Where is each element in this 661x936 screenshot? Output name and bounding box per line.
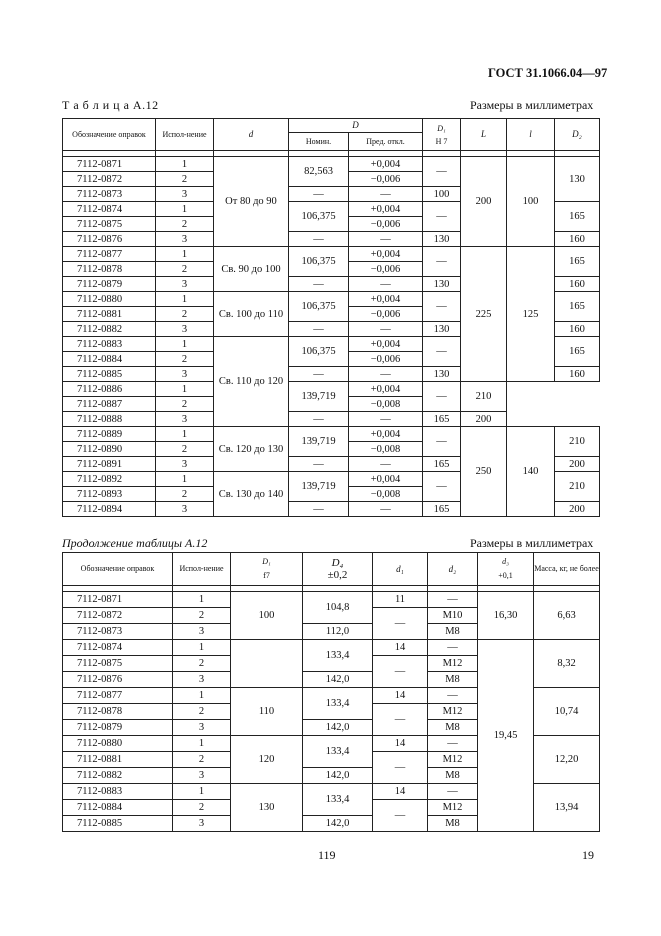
col-version-header: Испол-нение: [173, 553, 231, 586]
D-nom-cell: —: [289, 502, 349, 517]
d1-cell: 14: [373, 640, 428, 656]
designation-cell: 7112-0871: [63, 157, 156, 172]
table1-caption: Т а б л и ц а А.12: [62, 98, 159, 112]
version-cell: 2: [173, 656, 231, 672]
designation-cell: 7112-0883: [63, 784, 173, 800]
mass-cell: 12,20: [534, 736, 600, 784]
d3-cell: 16,30: [478, 592, 534, 640]
D1-cell: [231, 640, 303, 688]
designation-cell: 7112-0892: [63, 472, 156, 487]
col-designation-header: Обозначение оправок: [63, 119, 156, 151]
version-cell: 3: [173, 624, 231, 640]
D-tol-upper-cell: +0,004: [349, 427, 423, 442]
version-cell: 1: [156, 202, 214, 217]
designation-cell: 7112-0883: [63, 337, 156, 352]
d2-cell: M12: [428, 704, 478, 720]
D1-cell: 110: [231, 688, 303, 736]
D2-cell: 160: [555, 232, 600, 247]
version-cell: 2: [156, 352, 214, 367]
mass-cell: 10,74: [534, 688, 600, 736]
col-D1-label: D₁: [437, 123, 446, 133]
page-number-right: 19: [582, 848, 594, 862]
col-D4-label: D₄: [331, 557, 344, 569]
mass-cell: 6,63: [534, 592, 600, 640]
D1-cell: —: [423, 382, 461, 412]
D1-cell: 120: [231, 736, 303, 784]
D-nom-cell: 106,375: [289, 337, 349, 367]
version-cell: 2: [156, 307, 214, 322]
col-d2-header: d₂: [428, 553, 478, 586]
version-cell: 2: [173, 800, 231, 816]
D1-cell: 130: [231, 784, 303, 832]
D-tol-upper-cell: +0,004: [349, 202, 423, 217]
D2-cell: 165: [555, 337, 600, 367]
col-D2-header: D₂: [555, 119, 600, 151]
d3-cell: 19,45: [478, 640, 534, 832]
designation-cell: 7112-0878: [63, 704, 173, 720]
D-tol-cell: —: [349, 187, 423, 202]
d-range-cell: Св. 120 до 130: [214, 427, 289, 472]
D1-cell: —: [423, 337, 461, 367]
D1-cell: 165: [423, 457, 461, 472]
designation-cell: 7112-0893: [63, 487, 156, 502]
d2-cell: M8: [428, 624, 478, 640]
d1-cell: —: [373, 800, 428, 832]
designation-cell: 7112-0874: [63, 202, 156, 217]
D-tol-cell: —: [349, 502, 423, 517]
designation-cell: 7112-0882: [63, 768, 173, 784]
d2-cell: M8: [428, 768, 478, 784]
D-nom-cell: —: [289, 277, 349, 292]
designation-cell: 7112-0872: [63, 608, 173, 624]
version-cell: 3: [173, 816, 231, 832]
l-cell: 140: [507, 427, 555, 517]
col-l-header: l: [507, 119, 555, 151]
designation-cell: 7112-0873: [63, 187, 156, 202]
D-tol-upper-cell: +0,004: [349, 157, 423, 172]
col-d3-header: [478, 553, 534, 586]
page-number-center: 119: [318, 848, 336, 862]
designation-cell: 7112-0871: [63, 592, 173, 608]
D1-cell: 100: [423, 187, 461, 202]
table2-units: Размеры в миллиметрах: [470, 536, 594, 550]
col-version-header: Испол-нение: [156, 119, 214, 151]
d2-cell: M12: [428, 752, 478, 768]
version-cell: 3: [156, 412, 214, 427]
designation-cell: 7112-0873: [63, 624, 173, 640]
designation-cell: 7112-0879: [63, 720, 173, 736]
version-cell: 2: [156, 172, 214, 187]
table-row: [63, 592, 600, 608]
D1-cell: —: [423, 427, 461, 457]
D4-cell: 133,4: [303, 688, 373, 720]
d2-cell: M12: [428, 800, 478, 816]
D-nom-cell: 106,375: [289, 247, 349, 277]
D-nom-cell: —: [289, 412, 349, 427]
D2-cell: 165: [555, 247, 600, 277]
D-nom-cell: —: [289, 457, 349, 472]
D1-cell: 130: [423, 322, 461, 337]
d1-cell: 14: [373, 688, 428, 704]
D1-cell: 130: [423, 277, 461, 292]
table-a12-continued: [62, 552, 600, 832]
d2-cell: M8: [428, 720, 478, 736]
designation-cell: 7112-0889: [63, 427, 156, 442]
version-cell: 1: [156, 292, 214, 307]
d-range-cell: Св. 90 до 100: [214, 247, 289, 292]
D-tol-lower-cell: −0,006: [349, 172, 423, 187]
col-D1-header: [231, 553, 303, 586]
D2-cell: 200: [555, 457, 600, 472]
table-header-row: [63, 119, 600, 133]
version-cell: 3: [173, 768, 231, 784]
D-tol-lower-cell: −0,006: [349, 217, 423, 232]
version-cell: 3: [156, 367, 214, 382]
D-tol-cell: —: [349, 322, 423, 337]
table-row: [63, 157, 600, 172]
version-cell: 1: [173, 736, 231, 752]
D4-cell: 142,0: [303, 720, 373, 736]
col-D1-label: D₁: [262, 557, 271, 566]
D-nom-cell: —: [289, 187, 349, 202]
version-cell: 1: [173, 592, 231, 608]
D1-cell: 165: [423, 502, 461, 517]
designation-cell: 7112-0879: [63, 277, 156, 292]
D4-cell: 142,0: [303, 816, 373, 832]
col-D-nom-header: Номин.: [289, 133, 349, 151]
D1-cell: 130: [423, 232, 461, 247]
table1-units: Размеры в миллиметрах: [470, 98, 594, 112]
version-cell: 1: [173, 784, 231, 800]
version-cell: 2: [173, 608, 231, 624]
D-nom-cell: 106,375: [289, 292, 349, 322]
col-D-tol-header: Пред. откл.: [349, 133, 423, 151]
d1-cell: —: [373, 704, 428, 736]
d2-cell: M8: [428, 672, 478, 688]
designation-cell: 7112-0891: [63, 457, 156, 472]
D4-cell: 133,4: [303, 736, 373, 768]
col-D1-header: [423, 119, 461, 151]
L-cell: 225: [461, 247, 507, 382]
L-cell: 200: [461, 157, 507, 247]
designation-cell: 7112-0875: [63, 656, 173, 672]
D-tol-upper-cell: +0,004: [349, 337, 423, 352]
col-D1-fit: f7: [263, 571, 270, 580]
col-D1-fit: H 7: [435, 136, 448, 146]
d1-cell: 14: [373, 736, 428, 752]
d-range-cell: Св. 110 до 120: [214, 337, 289, 427]
d2-cell: M12: [428, 656, 478, 672]
version-cell: 1: [156, 247, 214, 262]
D2-cell: 165: [555, 202, 600, 232]
l-cell: 100: [507, 157, 555, 247]
D4-cell: 112,0: [303, 624, 373, 640]
designation-cell: 7112-0881: [63, 307, 156, 322]
version-cell: 3: [156, 502, 214, 517]
D-tol-cell: —: [349, 277, 423, 292]
D1-cell: 130: [423, 367, 461, 382]
version-cell: 2: [156, 442, 214, 457]
version-cell: 1: [156, 382, 214, 397]
d2-cell: M8: [428, 816, 478, 832]
table-row: [63, 412, 600, 427]
designation-cell: 7112-0881: [63, 752, 173, 768]
d-range-cell: От 80 до 90: [214, 157, 289, 247]
D2-cell: 210: [555, 472, 600, 502]
d2-cell: —: [428, 640, 478, 656]
designation-cell: 7112-0886: [63, 382, 156, 397]
D1-cell: —: [423, 157, 461, 187]
D2-cell: 160: [555, 367, 600, 382]
version-cell: 1: [156, 427, 214, 442]
col-L-header: L: [461, 119, 507, 151]
D-nom-cell: —: [289, 322, 349, 337]
D2-cell: 160: [555, 277, 600, 292]
designation-cell: 7112-0885: [63, 816, 173, 832]
version-cell: 2: [156, 397, 214, 412]
D-tol-upper-cell: +0,004: [349, 292, 423, 307]
designation-cell: 7112-0874: [63, 640, 173, 656]
col-designation-header: Обозначение оправок: [63, 553, 173, 586]
d1-cell: —: [373, 656, 428, 688]
D4-cell: 133,4: [303, 784, 373, 816]
d-range-cell: Св. 130 до 140: [214, 472, 289, 517]
d1-cell: 14: [373, 784, 428, 800]
version-cell: 3: [156, 277, 214, 292]
table-row: [63, 382, 600, 397]
D-tol-upper-cell: +0,004: [349, 472, 423, 487]
D1-cell: —: [423, 472, 461, 502]
col-D-header: D: [289, 119, 423, 133]
col-d-header: d: [214, 119, 289, 151]
col-mass-header: Масса, кг, не более: [534, 553, 600, 586]
D1-cell: —: [423, 202, 461, 232]
version-cell: 2: [156, 262, 214, 277]
D1-cell: 165: [423, 412, 461, 427]
D-tol-cell: —: [349, 412, 423, 427]
designation-cell: 7112-0887: [63, 397, 156, 412]
D-tol-lower-cell: −0,006: [349, 352, 423, 367]
designation-cell: 7112-0885: [63, 367, 156, 382]
D-tol-lower-cell: −0,008: [349, 397, 423, 412]
designation-cell: 7112-0877: [63, 247, 156, 262]
D1-cell: 100: [231, 592, 303, 640]
D2-cell: 200: [555, 502, 600, 517]
D-nom-cell: 106,375: [289, 202, 349, 232]
version-cell: 3: [156, 322, 214, 337]
d1-cell: 11: [373, 592, 428, 608]
designation-cell: 7112-0876: [63, 672, 173, 688]
d2-cell: —: [428, 688, 478, 704]
designation-cell: 7112-0877: [63, 688, 173, 704]
version-cell: 1: [156, 157, 214, 172]
col-d3-tol: +0,1: [498, 571, 513, 580]
D-tol-lower-cell: −0,008: [349, 442, 423, 457]
D2-cell: 200: [461, 412, 507, 427]
table2-caption: Продолжение таблицы А.12: [62, 536, 208, 550]
version-cell: 2: [173, 752, 231, 768]
table-header-row: [63, 553, 600, 586]
designation-cell: 7112-0872: [63, 172, 156, 187]
D4-cell: 104,8: [303, 592, 373, 624]
designation-cell: 7112-0876: [63, 232, 156, 247]
d2-cell: M10: [428, 608, 478, 624]
L-cell: 250: [461, 427, 507, 517]
standard-code: ГОСТ 31.1066.04—97: [488, 66, 608, 80]
D-tol-lower-cell: −0,008: [349, 487, 423, 502]
col-D4-tol: ±0,2: [327, 569, 348, 581]
D-nom-cell: 139,719: [289, 382, 349, 412]
d-range-cell: Св. 100 до 110: [214, 292, 289, 337]
version-cell: 3: [156, 232, 214, 247]
designation-cell: 7112-0875: [63, 217, 156, 232]
designation-cell: 7112-0880: [63, 736, 173, 752]
D2-cell: 210: [555, 427, 600, 457]
version-cell: 1: [156, 337, 214, 352]
version-cell: 3: [173, 720, 231, 736]
D-nom-cell: —: [289, 232, 349, 247]
designation-cell: 7112-0890: [63, 442, 156, 457]
D-tol-cell: —: [349, 367, 423, 382]
l-cell: 125: [507, 247, 555, 382]
D-nom-cell: 139,719: [289, 472, 349, 502]
d2-cell: —: [428, 784, 478, 800]
version-cell: 3: [156, 187, 214, 202]
D-nom-cell: 82,563: [289, 157, 349, 187]
designation-cell: 7112-0882: [63, 322, 156, 337]
table-row: [63, 247, 600, 262]
D4-cell: 142,0: [303, 768, 373, 784]
designation-cell: 7112-0894: [63, 502, 156, 517]
col-D4-header: [303, 553, 373, 586]
version-cell: 2: [156, 217, 214, 232]
d2-cell: —: [428, 592, 478, 608]
D2-cell: 130: [555, 157, 600, 202]
D2-cell: 165: [555, 292, 600, 322]
D-tol-cell: —: [349, 457, 423, 472]
D2-cell: 160: [555, 322, 600, 337]
d1-cell: —: [373, 752, 428, 784]
version-cell: 2: [156, 487, 214, 502]
table-a12: [62, 118, 600, 517]
designation-cell: 7112-0880: [63, 292, 156, 307]
D-tol-cell: —: [349, 232, 423, 247]
d1-cell: —: [373, 608, 428, 640]
version-cell: 2: [173, 704, 231, 720]
D-tol-lower-cell: −0,006: [349, 262, 423, 277]
D1-cell: —: [423, 292, 461, 322]
D4-cell: 133,4: [303, 640, 373, 672]
table-row: [63, 427, 600, 442]
mass-cell: 8,32: [534, 640, 600, 688]
version-cell: 3: [156, 457, 214, 472]
col-d1-header: d₁: [373, 553, 428, 586]
mass-cell: 13,94: [534, 784, 600, 832]
designation-cell: 7112-0878: [63, 262, 156, 277]
designation-cell: 7112-0884: [63, 352, 156, 367]
d2-cell: —: [428, 736, 478, 752]
version-cell: 1: [173, 640, 231, 656]
designation-cell: 7112-0888: [63, 412, 156, 427]
D-tol-upper-cell: +0,004: [349, 382, 423, 397]
D4-cell: 142,0: [303, 672, 373, 688]
D-nom-cell: 139,719: [289, 427, 349, 457]
version-cell: 1: [156, 472, 214, 487]
D-tol-lower-cell: −0,006: [349, 307, 423, 322]
D-nom-cell: —: [289, 367, 349, 382]
version-cell: 1: [173, 688, 231, 704]
version-cell: 3: [173, 672, 231, 688]
D1-cell: —: [423, 247, 461, 277]
col-d3-label: d₃: [502, 557, 509, 566]
designation-cell: 7112-0884: [63, 800, 173, 816]
table-row: [63, 640, 600, 656]
D2-cell: 210: [461, 382, 507, 412]
D-tol-upper-cell: +0,004: [349, 247, 423, 262]
